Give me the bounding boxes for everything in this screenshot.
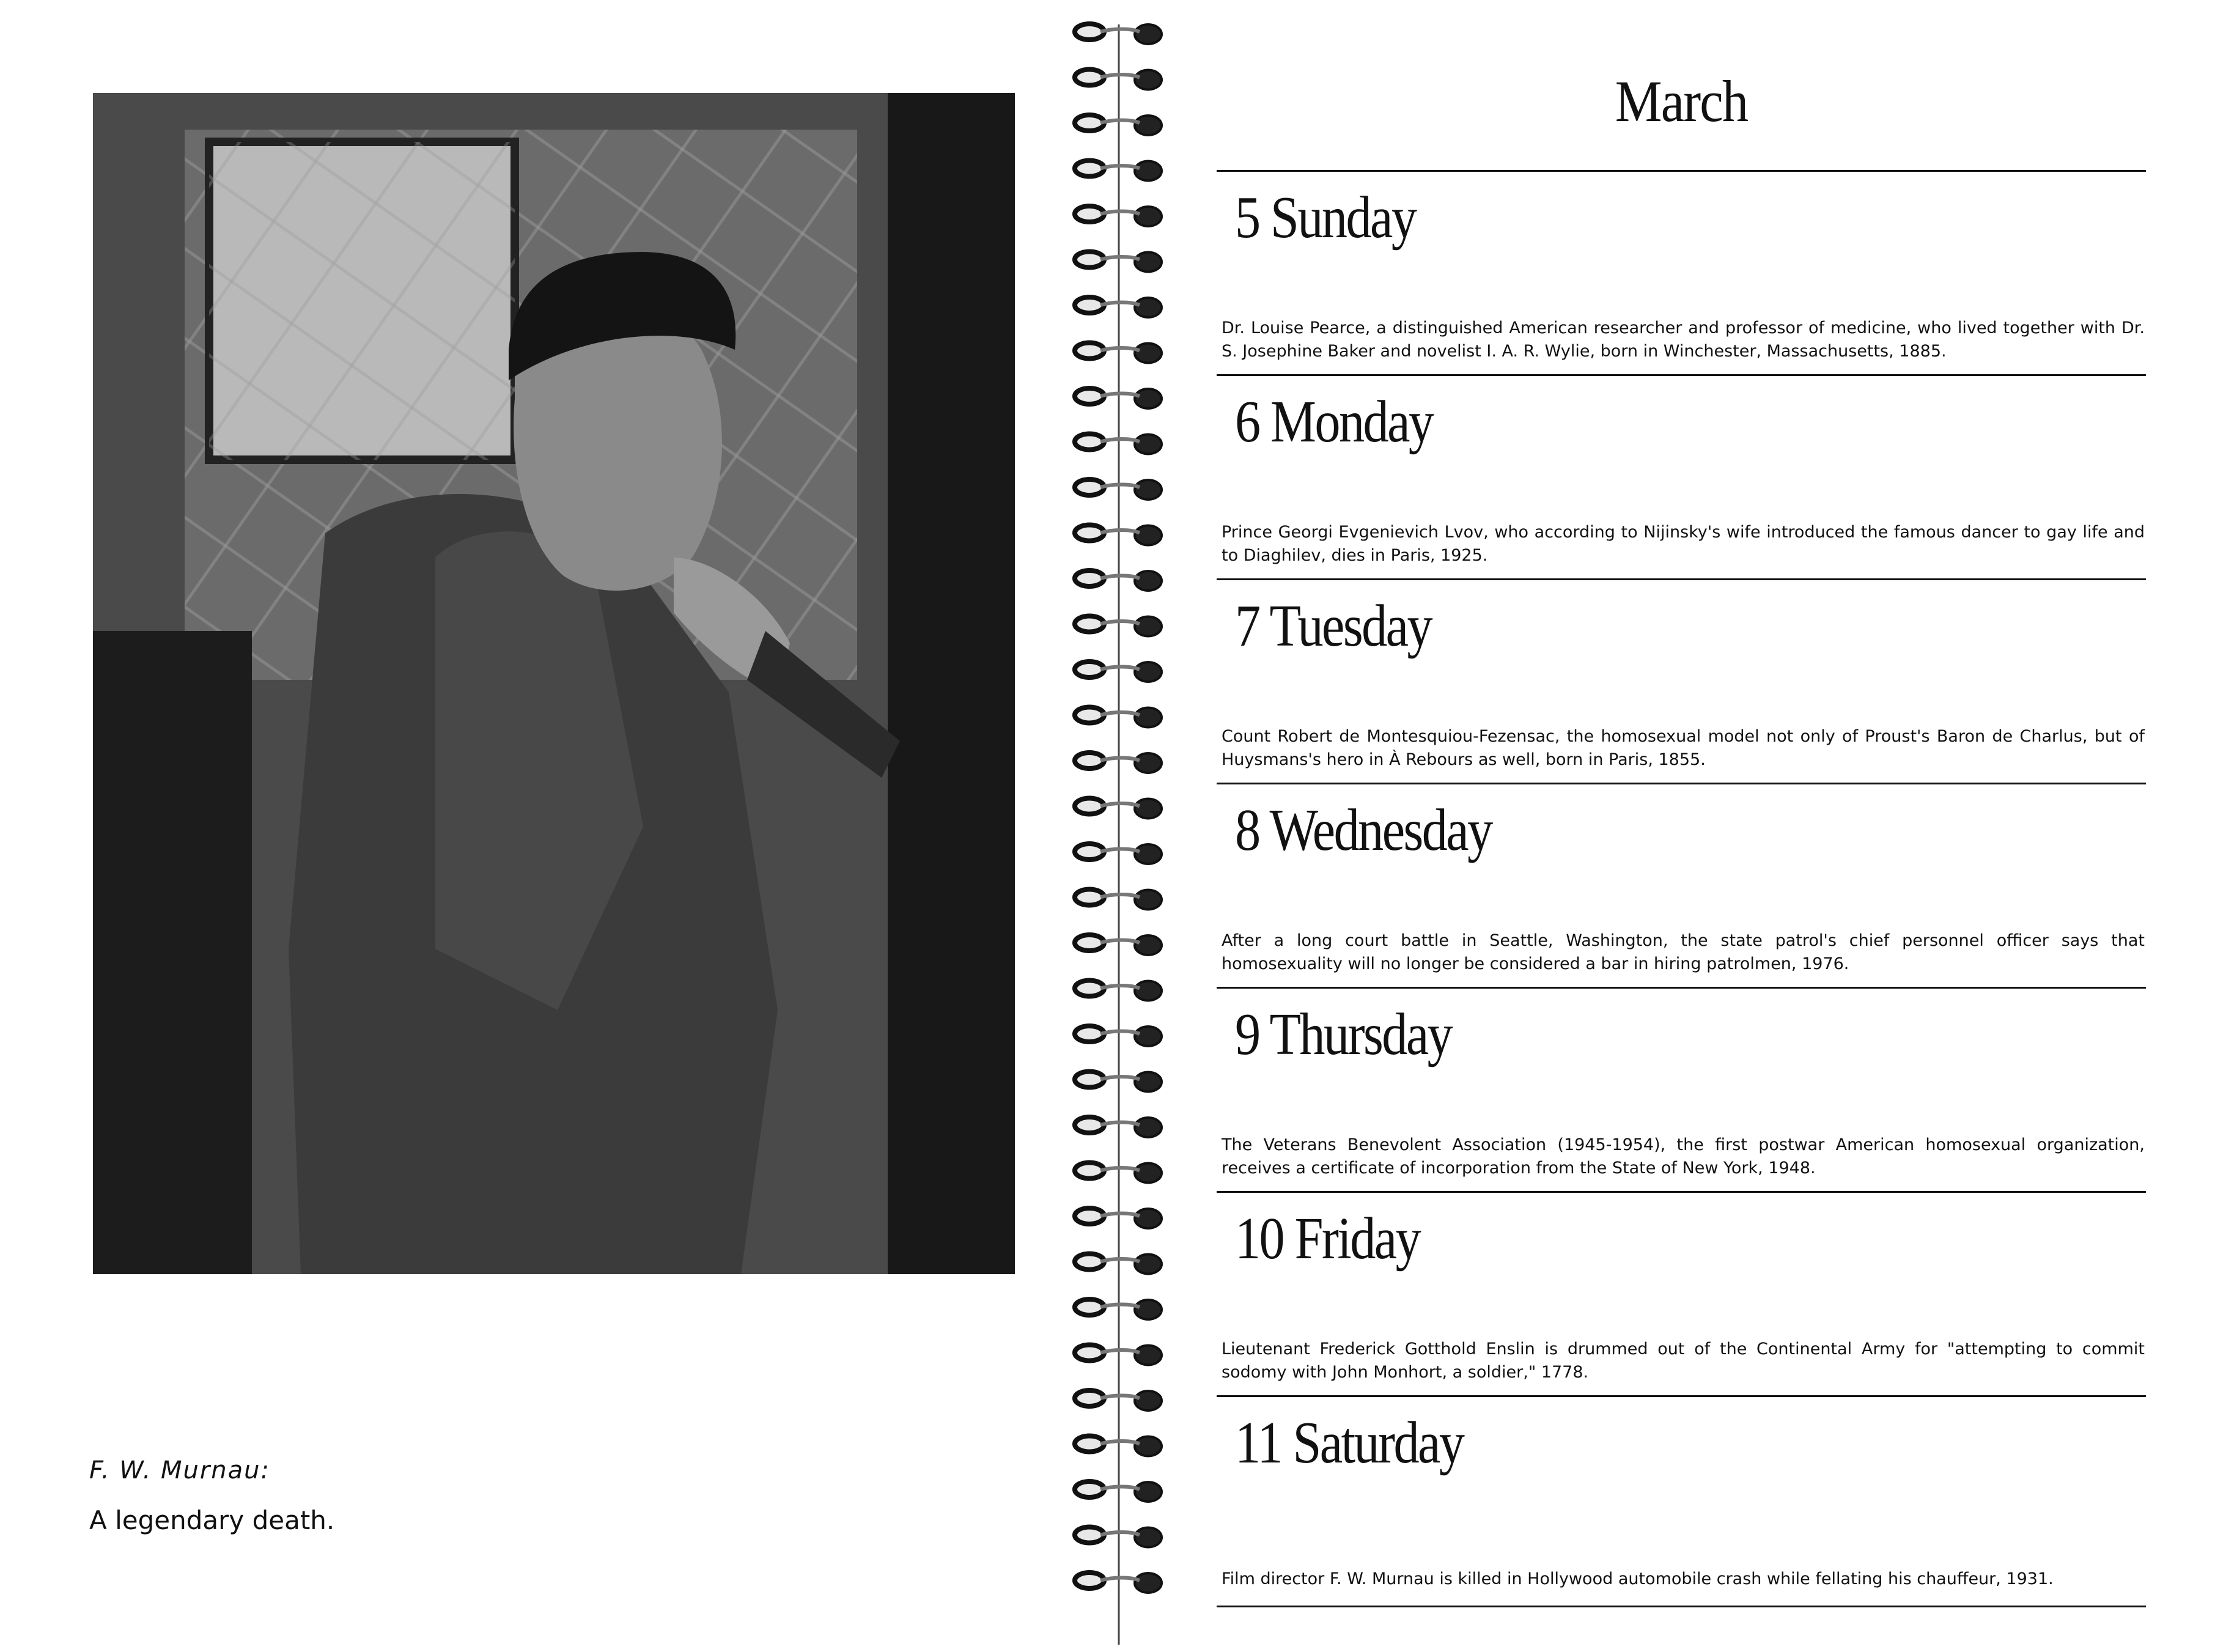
day-entry-friday: [1217, 1191, 2146, 1396]
day-divider: [1217, 1395, 2146, 1397]
day-divider: [1217, 578, 2146, 580]
day-heading: 7 Tuesday: [1235, 593, 1432, 659]
day-heading: 6 Monday: [1235, 389, 1433, 455]
day-entry-thursday: [1217, 987, 2146, 1192]
day-divider: [1217, 783, 2146, 784]
day-entry-wednesday: [1217, 783, 2146, 988]
day-note: Count Robert de Montesquiou-Fezensac, the homosexual model not only of Proust's Baron de Charlus, but of Huysmans's hero in À Rebours as well, born in Paris, 1855.: [1222, 727, 2145, 769]
day-note: Film director F. W. Murnau is killed in Hollywood automobile crash while fellating his chauffeur, 1931.: [1222, 1569, 2054, 1588]
right-page: [1217, 0, 2158, 1652]
day-entry-tuesday: [1217, 578, 2146, 784]
photo-caption-description: A legendary death.: [89, 1505, 335, 1535]
day-note: After a long court battle in Seattle, Washington, the state patrol's chief personnel officer says that homosexuality will no longer be considered a bar in hiring patrolmen, 1976.: [1222, 931, 2145, 973]
day-divider: [1217, 1191, 2146, 1193]
day-note: Dr. Louise Pearce, a distinguished American researcher and professor of medicine, who lived together with Dr. S. Josephine Baker and novelist I. A. R. Wylie, born in Winchester, Massachusetts, 1885.: [1222, 319, 2145, 361]
left-page: [0, 0, 1052, 1652]
day-divider: [1217, 170, 2146, 172]
day-heading: 11 Saturday: [1235, 1410, 1464, 1476]
day-note: Prince Georgi Evgenievich Lvov, who according to Nijinsky's wife introduced the famous dancer to gay life and to Diaghilev, dies in Paris, 1925.: [1222, 523, 2145, 565]
day-entry-saturday: [1217, 1395, 2146, 1601]
day-divider: [1217, 987, 2146, 989]
day-note: Lieutenant Frederick Gotthold Enslin is drummed out of the Continental Army for "attempting to commit sodomy with John Monhort, a soldier," 1778.: [1222, 1340, 2145, 1382]
photo-caption-name: F. W. Murnau:: [89, 1456, 270, 1484]
day-heading: 10 Friday: [1235, 1206, 1420, 1272]
portrait-photo: [93, 93, 1015, 1274]
month-title: March: [1615, 68, 1748, 134]
page-end-divider: [1217, 1606, 2146, 1607]
day-heading: 5 Sunday: [1235, 185, 1416, 251]
day-entry-monday: [1217, 374, 2146, 580]
spiral-binding: [1064, 0, 1186, 1652]
day-heading: 9 Thursday: [1235, 1001, 1452, 1068]
day-entry-sunday: [1217, 170, 2146, 375]
day-note: The Veterans Benevolent Association (1945-1954), the first postwar American homosexual organization, receives a certificate of incorporation from the State of New York, 1948.: [1222, 1135, 2145, 1178]
day-heading: 8 Wednesday: [1235, 797, 1492, 863]
portrait-illustration: [93, 93, 1015, 1274]
day-divider: [1217, 374, 2146, 376]
